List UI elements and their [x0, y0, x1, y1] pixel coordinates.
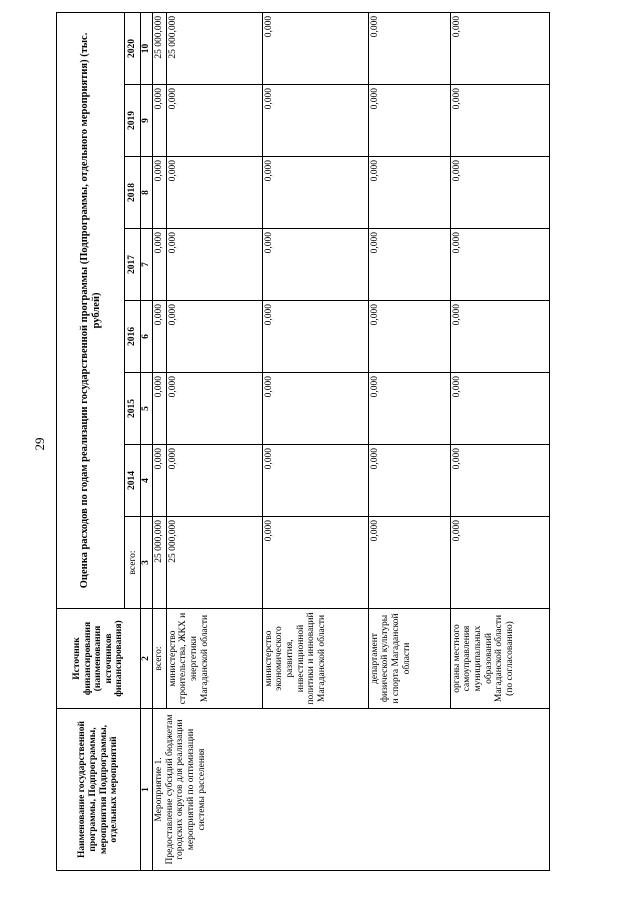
total-cell: 25 000,000 — [153, 517, 167, 609]
expenditure-table — [56, 12, 550, 871]
header-year-2020: 2020 — [125, 12, 141, 84]
year-cell: 0,000 — [166, 157, 262, 229]
column-index: 10 — [141, 12, 153, 84]
year-cell: 0,000 — [450, 85, 549, 157]
column-index: 1 — [141, 709, 153, 871]
year-cell: 0,000 — [153, 85, 167, 157]
header-year-2019: 2019 — [125, 85, 141, 157]
year-cell: 0,000 — [450, 229, 549, 301]
column-index: 7 — [141, 229, 153, 301]
year-cell: 0,000 — [153, 373, 167, 445]
header-year-2015: 2015 — [125, 373, 141, 445]
column-index: 3 — [141, 517, 153, 609]
year-cell: 0,000 — [153, 157, 167, 229]
source-cell: всего: — [153, 609, 167, 709]
header-year-2016: 2016 — [125, 301, 141, 373]
measure-title: Мероприятие 1. — [154, 757, 164, 822]
year-cell: 0,000 — [166, 445, 262, 517]
header-estimate: Оценка расходов по годам реализации государственной программы (Подпрограммы, отдельного мероприятия) (тыс. рублей) — [57, 12, 125, 608]
year-cell: 0,000 — [166, 301, 262, 373]
measure-cell — [153, 709, 550, 871]
source-cell: органы местного самоуправления муниципальных образований Магаданской области (по согласованию) — [450, 609, 549, 709]
year-cell: 0,000 — [262, 229, 368, 301]
page-number: 29 — [32, 437, 47, 451]
year-cell: 0,000 — [450, 157, 549, 229]
measure-description: Предоставление субсидий бюджетам городских округов для реализации мероприятий по оптимизации системы расселения — [164, 714, 207, 865]
column-index: 6 — [141, 301, 153, 373]
header-year-2014: 2014 — [125, 445, 141, 517]
year-cell: 0,000 — [262, 85, 368, 157]
rotated-page — [56, 13, 550, 871]
year-cell: 0,000 — [368, 85, 450, 157]
year-cell: 0,000 — [368, 157, 450, 229]
year-cell: 0,000 — [368, 12, 450, 84]
year-cell: 0,000 — [153, 301, 167, 373]
year-cell: 0,000 — [262, 301, 368, 373]
column-index-row — [141, 12, 153, 870]
year-cell: 0,000 — [450, 373, 549, 445]
year-cell: 0,000 — [153, 229, 167, 301]
year-cell: 0,000 — [368, 229, 450, 301]
total-cell: 25 000,000 — [166, 517, 262, 609]
total-cell: 0,000 — [368, 517, 450, 609]
source-cell: департамент физической культуры и спорта Магаданской области — [368, 609, 450, 709]
year-cell: 25 000,000 — [166, 12, 262, 84]
year-cell: 0,000 — [262, 373, 368, 445]
column-index: 8 — [141, 157, 153, 229]
year-cell: 0,000 — [166, 229, 262, 301]
year-cell: 0,000 — [262, 445, 368, 517]
year-cell: 0,000 — [262, 157, 368, 229]
column-index: 5 — [141, 373, 153, 445]
year-cell: 0,000 — [368, 445, 450, 517]
column-index: 4 — [141, 445, 153, 517]
column-index: 2 — [141, 609, 153, 709]
table-row-total — [153, 12, 167, 870]
year-cell: 0,000 — [166, 85, 262, 157]
header-name: Наименование государственной программы, Подпрограммы, мероприятия Подпрограммы, отдельных мероприятий — [57, 709, 141, 871]
header-year-2017: 2017 — [125, 229, 141, 301]
year-cell: 0,000 — [368, 373, 450, 445]
column-index: 9 — [141, 85, 153, 157]
header-total: всего: — [125, 517, 141, 609]
year-cell: 0,000 — [450, 445, 549, 517]
header-source: Источник финансирования (наименования источников финансирования) — [57, 609, 141, 709]
year-cell: 0,000 — [450, 12, 549, 84]
year-cell: 0,000 — [166, 373, 262, 445]
year-cell: 25 000,000 — [153, 12, 167, 84]
source-cell: министерство строительства, ЖКХ и энергетики Магаданской области — [166, 609, 262, 709]
source-cell: министерство экономического развития, инвестиционной политики и инноваций Магаданской области — [262, 609, 368, 709]
year-cell: 0,000 — [450, 301, 549, 373]
total-cell: 0,000 — [450, 517, 549, 609]
header-year-2018: 2018 — [125, 157, 141, 229]
year-cell: 0,000 — [262, 12, 368, 84]
total-cell: 0,000 — [262, 517, 368, 609]
year-cell: 0,000 — [368, 301, 450, 373]
year-cell: 0,000 — [153, 445, 167, 517]
